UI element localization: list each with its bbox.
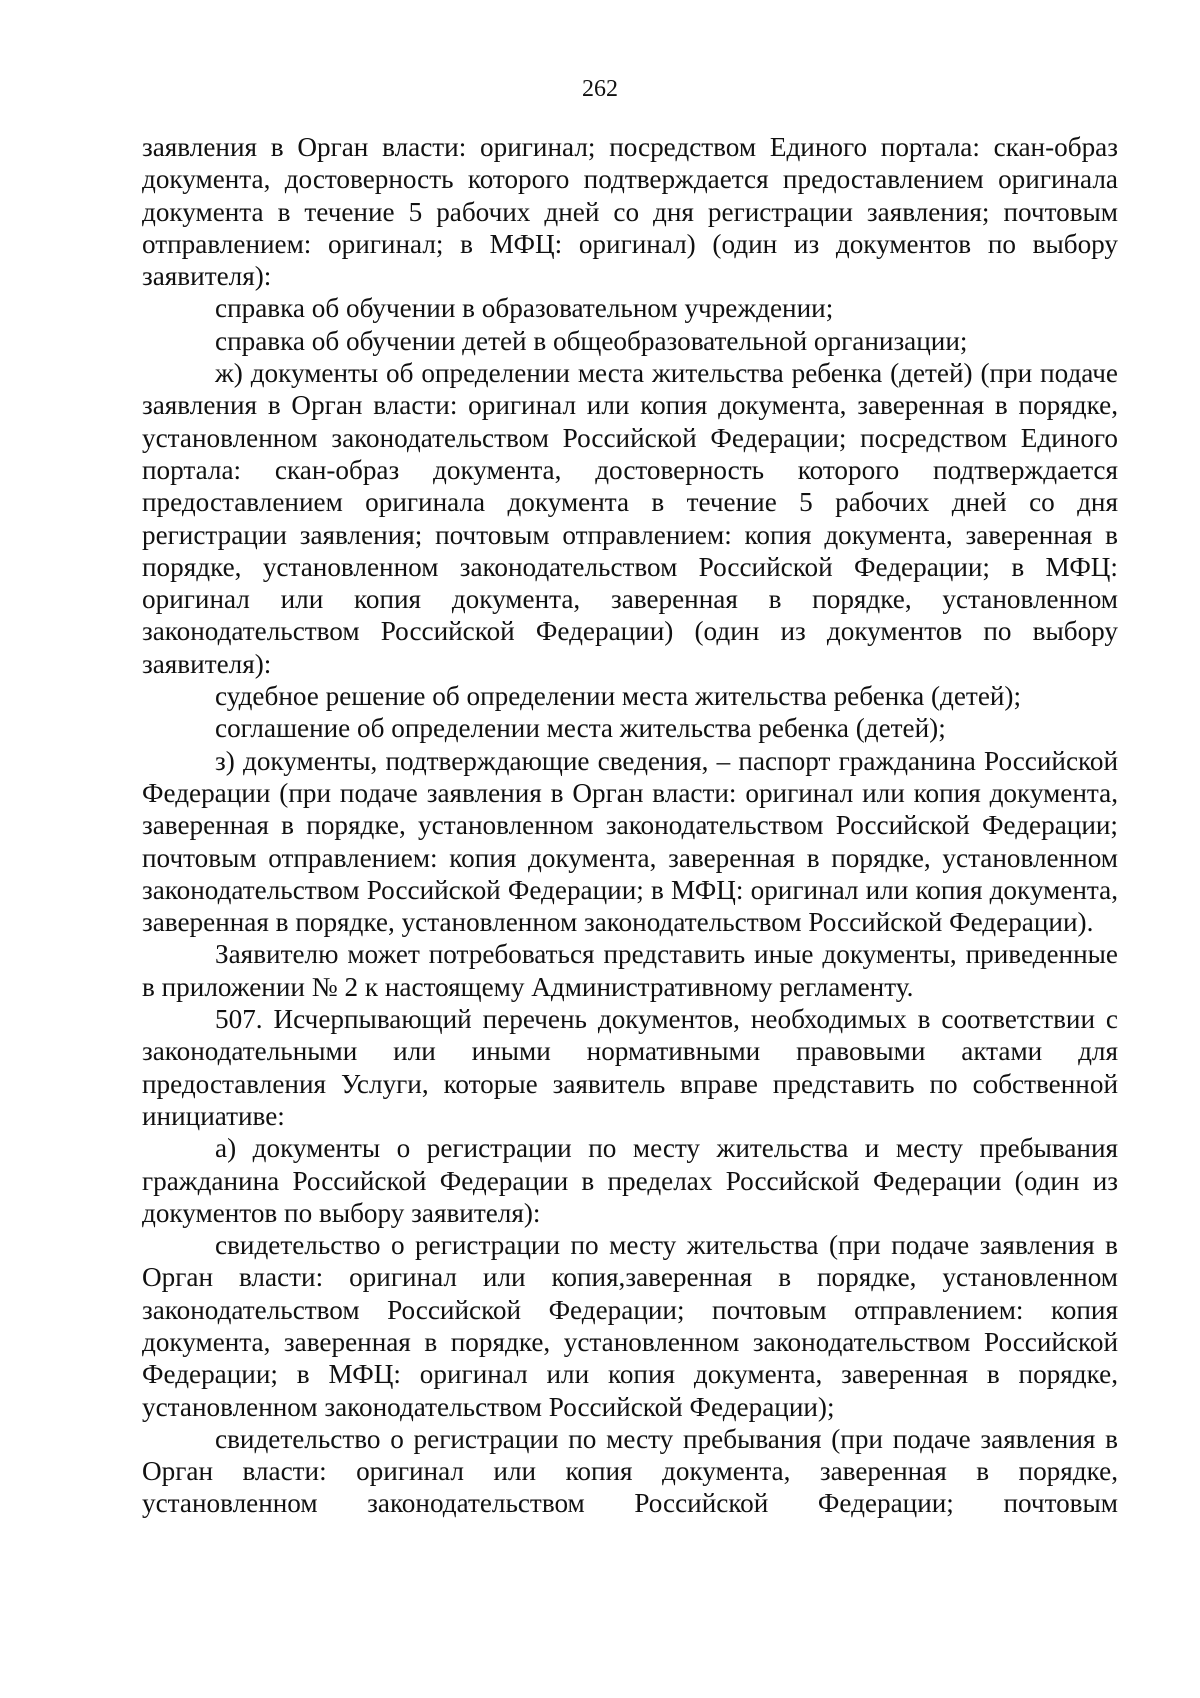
paragraph-507-exhaustive-list: 507. Исчерпывающий перечень документов, необходимых в соответствии с законодательными или иными нормативными правовыми актами для предоставления Услуги, которые заявитель вправе представить по собственной инициативе: <box>142 1004 1118 1131</box>
paragraph-registration-documents: а) документы о регистрации по месту жительства и месту пребывания гражданина Российской Федерации в пределах Российской Федерации (один из документов по выбору заявителя): <box>142 1133 1118 1228</box>
paragraph-stay-registration-certificate: свидетельство о регистрации по месту пребывания (при подаче заявления в Орган власти: оригинал или копия документа, заверенная в порядке, установленном законодательством Российской Федерации; почтовым <box>142 1423 1118 1519</box>
paragraph-residence-registration-certificate: свидетельство о регистрации по месту жительства (при подаче заявления в Орган власти: оригинал или копия,заверенная в порядке, установленном законодательством Российской Федерации; почтовым отправлением: копия документа, заверенная в порядке, установленном законодательством Российской Федерации; в МФЦ: оригинал или копия документа, заверенная в порядке, установленном законодательством Российской Федерации); <box>142 1230 1118 1422</box>
paragraph-education-certificate: справка об обучении в образовательном учреждении; <box>215 293 834 324</box>
page-number: 262 <box>582 76 618 102</box>
paragraph-passport-documents: з) документы, подтверждающие сведения, – паспорт гражданина Российской Федерации (при подаче заявления в Орган власти: оригинал или копия документа, заверенная в порядке, установленном законодательством Российской Федерации; почтовым отправлением: копия документа, заверенная в порядке, установленном законодательством Российской Федерации; в МФЦ: оригинал или копия документа, заверенная в порядке, установленном законодательством Российской Федерации). <box>142 745 1118 938</box>
paragraph-continuation: заявления в Орган власти: оригинал; посредством Единого портала: скан-образ документа, достоверность которого подтверждается предоставлением оригинала документа в течение 5 рабочих дней со дня регистрации заявления; почтовым отправлением: оригинал; в МФЦ: оригинал) (один из документов по выбору заявителя): <box>142 132 1118 292</box>
paragraph-other-documents: Заявителю может потребоваться представить иные документы, приведенные в приложении № 2 к настоящему Административному регламенту. <box>142 939 1118 1002</box>
paragraph-agreement: соглашение об определении места жительства ребенка (детей); <box>215 713 946 744</box>
paragraph-court-decision: судебное решение об определении места жительства ребенка (детей); <box>215 681 1022 712</box>
paragraph-school-certificate: справка об обучении детей в общеобразовательной организации; <box>215 325 968 356</box>
document-body <box>142 131 1118 1520</box>
paragraph-residence-documents: ж) документы об определении места жительства ребенка (детей) (при подаче заявления в Орган власти: оригинал или копия документа, заверенная в порядке, установленном законодательством Российской Федерации; посредством Единого портала: скан-образ документа, достоверность которого подтверждается предоставлением оригинала документа в течение 5 рабочих дней со дня регистрации заявления; почтовым отправлением: копия документа, заверенная в порядке, установленном законодательством Российской Федерации; в МФЦ: оригинал или копия документа, заверенная в порядке, установленном законодательством Российской Федерации) (один из документов по выбору заявителя): <box>142 358 1118 679</box>
